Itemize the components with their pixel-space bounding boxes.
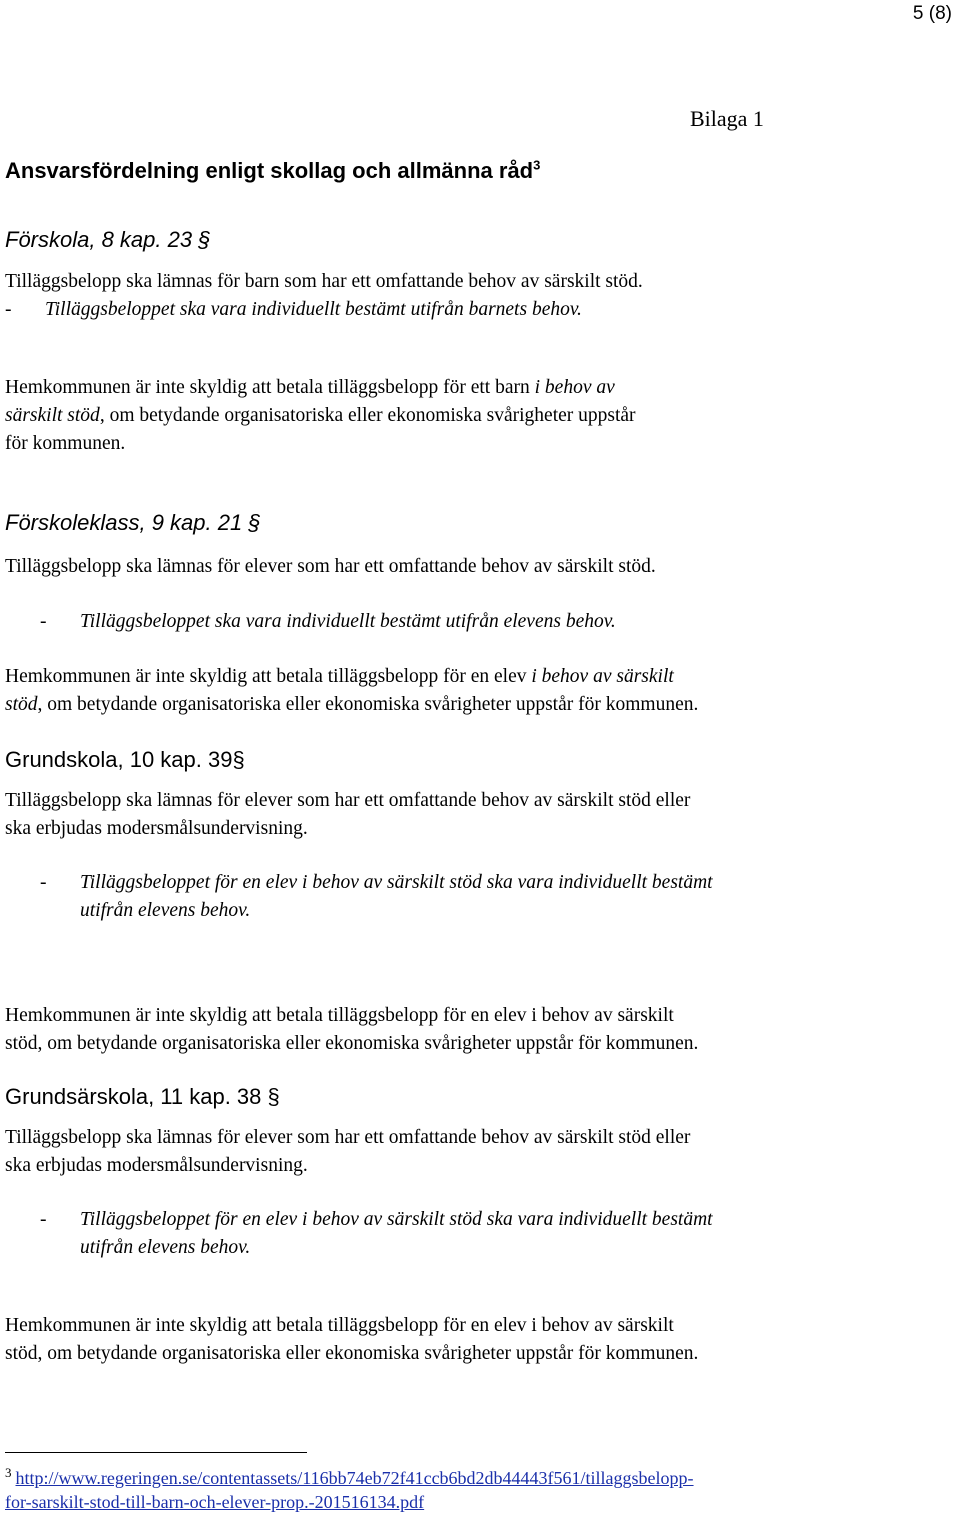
footnote-separator <box>5 1452 307 1453</box>
intro-line: Tilläggsbelopp ska lämnas för elever som har ett omfattande behov av särskilt stöd eller <box>5 1127 691 1148</box>
para-line: stöd, om betydande organisatoriska eller ekonomiska svårigheter uppstår för kommunen. <box>5 1343 699 1364</box>
para-line: Hemkommunen är inte skyldig att betala tilläggsbelopp för en elev i behov av särskilt <box>5 1315 674 1336</box>
bullet-dash: - <box>5 299 12 320</box>
attachment-label: Bilaga 1 <box>690 106 764 131</box>
para-text: för kommunen. <box>5 433 126 454</box>
para-text: Hemkommunen är inte skyldig att betala tilläggsbelopp för ett barn <box>5 377 535 398</box>
forskola-line1: Tilläggsbelopp ska lämnas för barn som har ett omfattande behov av särskilt stöd. <box>5 271 643 292</box>
intro-line: ska erbjudas modersmålsundervisning. <box>5 1155 308 1176</box>
grundskola-para <box>5 1002 698 1058</box>
bullet-dash: - <box>40 1209 47 1230</box>
forskoleklass-line1: Tilläggsbelopp ska lämnas för elever som har ett omfattande behov av särskilt stöd. <box>5 556 656 577</box>
heading-grundskola: Grundskola, 10 kap. 39§ <box>5 747 245 772</box>
document-title-text: Ansvarsfördelning enligt skollag och allmänna råd <box>5 158 534 183</box>
para-italic: stöd <box>5 694 38 715</box>
forskoleklass-bullet <box>40 608 616 636</box>
para-italic: i behov av särskilt <box>531 666 674 687</box>
footnote-link[interactable]: http://www.regeringen.se/contentassets/116bb74eb72f41ccb6bd2db44443f561/tillaggsbelopp- <box>15 1468 694 1488</box>
para-italic: i behov av <box>534 377 615 398</box>
grundsarskola-para <box>5 1312 698 1368</box>
para-text: , om betydande organisatoriska eller ekonomiska svårigheter uppstår <box>99 405 636 426</box>
grundsarskola-bullet <box>40 1206 713 1262</box>
footnote-number: 3 <box>5 1465 12 1480</box>
heading-grundsarskola: Grundsärskola, 11 kap. 38 § <box>5 1084 280 1109</box>
heading-forskoleklass: Förskoleklass, 9 kap. 21 § <box>5 510 261 535</box>
heading-forskola: Förskola, 8 kap. 23 § <box>5 227 211 252</box>
forskola-para <box>5 374 636 458</box>
footnote <box>5 1466 694 1514</box>
forskoleklass-para <box>5 663 698 719</box>
grundskola-intro <box>5 787 690 843</box>
bullet-text: utifrån elevens behov. <box>80 1237 251 1258</box>
para-text: Hemkommunen är inte skyldig att betala tilläggsbelopp för en elev <box>5 666 532 687</box>
para-text: , om betydande organisatoriska eller ekonomiska svårigheter uppstår för kommunen. <box>37 694 699 715</box>
bullet-dash: - <box>40 872 47 893</box>
para-line: stöd, om betydande organisatoriska eller ekonomiska svårigheter uppstår för kommunen. <box>5 1033 699 1054</box>
bullet-text: Tilläggsbeloppet för en elev i behov av särskilt stöd ska vara individuellt bestämt <box>80 872 713 893</box>
para-line: Hemkommunen är inte skyldig att betala tilläggsbelopp för en elev i behov av särskilt <box>5 1005 674 1026</box>
page-number: 5 (8) <box>912 3 952 24</box>
forskola-bullet <box>5 296 582 324</box>
bullet-text: Tilläggsbeloppet för en elev i behov av särskilt stöd ska vara individuellt bestämt <box>80 1209 713 1230</box>
bullet-text: utifrån elevens behov. <box>80 900 251 921</box>
para-italic: särskilt stöd <box>5 405 100 426</box>
document-title <box>5 157 540 185</box>
bullet-dash: - <box>40 611 47 632</box>
grundsarskola-intro <box>5 1124 690 1180</box>
footnote-reference: 3 <box>533 157 541 173</box>
intro-line: ska erbjudas modersmålsundervisning. <box>5 818 308 839</box>
grundskola-bullet <box>40 869 713 925</box>
bullet-text: Tilläggsbeloppet ska vara individuellt bestämt utifrån elevens behov. <box>80 611 616 632</box>
intro-line: Tilläggsbelopp ska lämnas för elever som har ett omfattande behov av särskilt stöd eller <box>5 790 691 811</box>
footnote-link-continued[interactable]: for-sarskilt-stod-till-barn-och-elever-prop.-201516134.pdf <box>5 1492 425 1512</box>
bullet-text: Tilläggsbeloppet ska vara individuellt bestämt utifrån barnets behov. <box>45 299 582 320</box>
